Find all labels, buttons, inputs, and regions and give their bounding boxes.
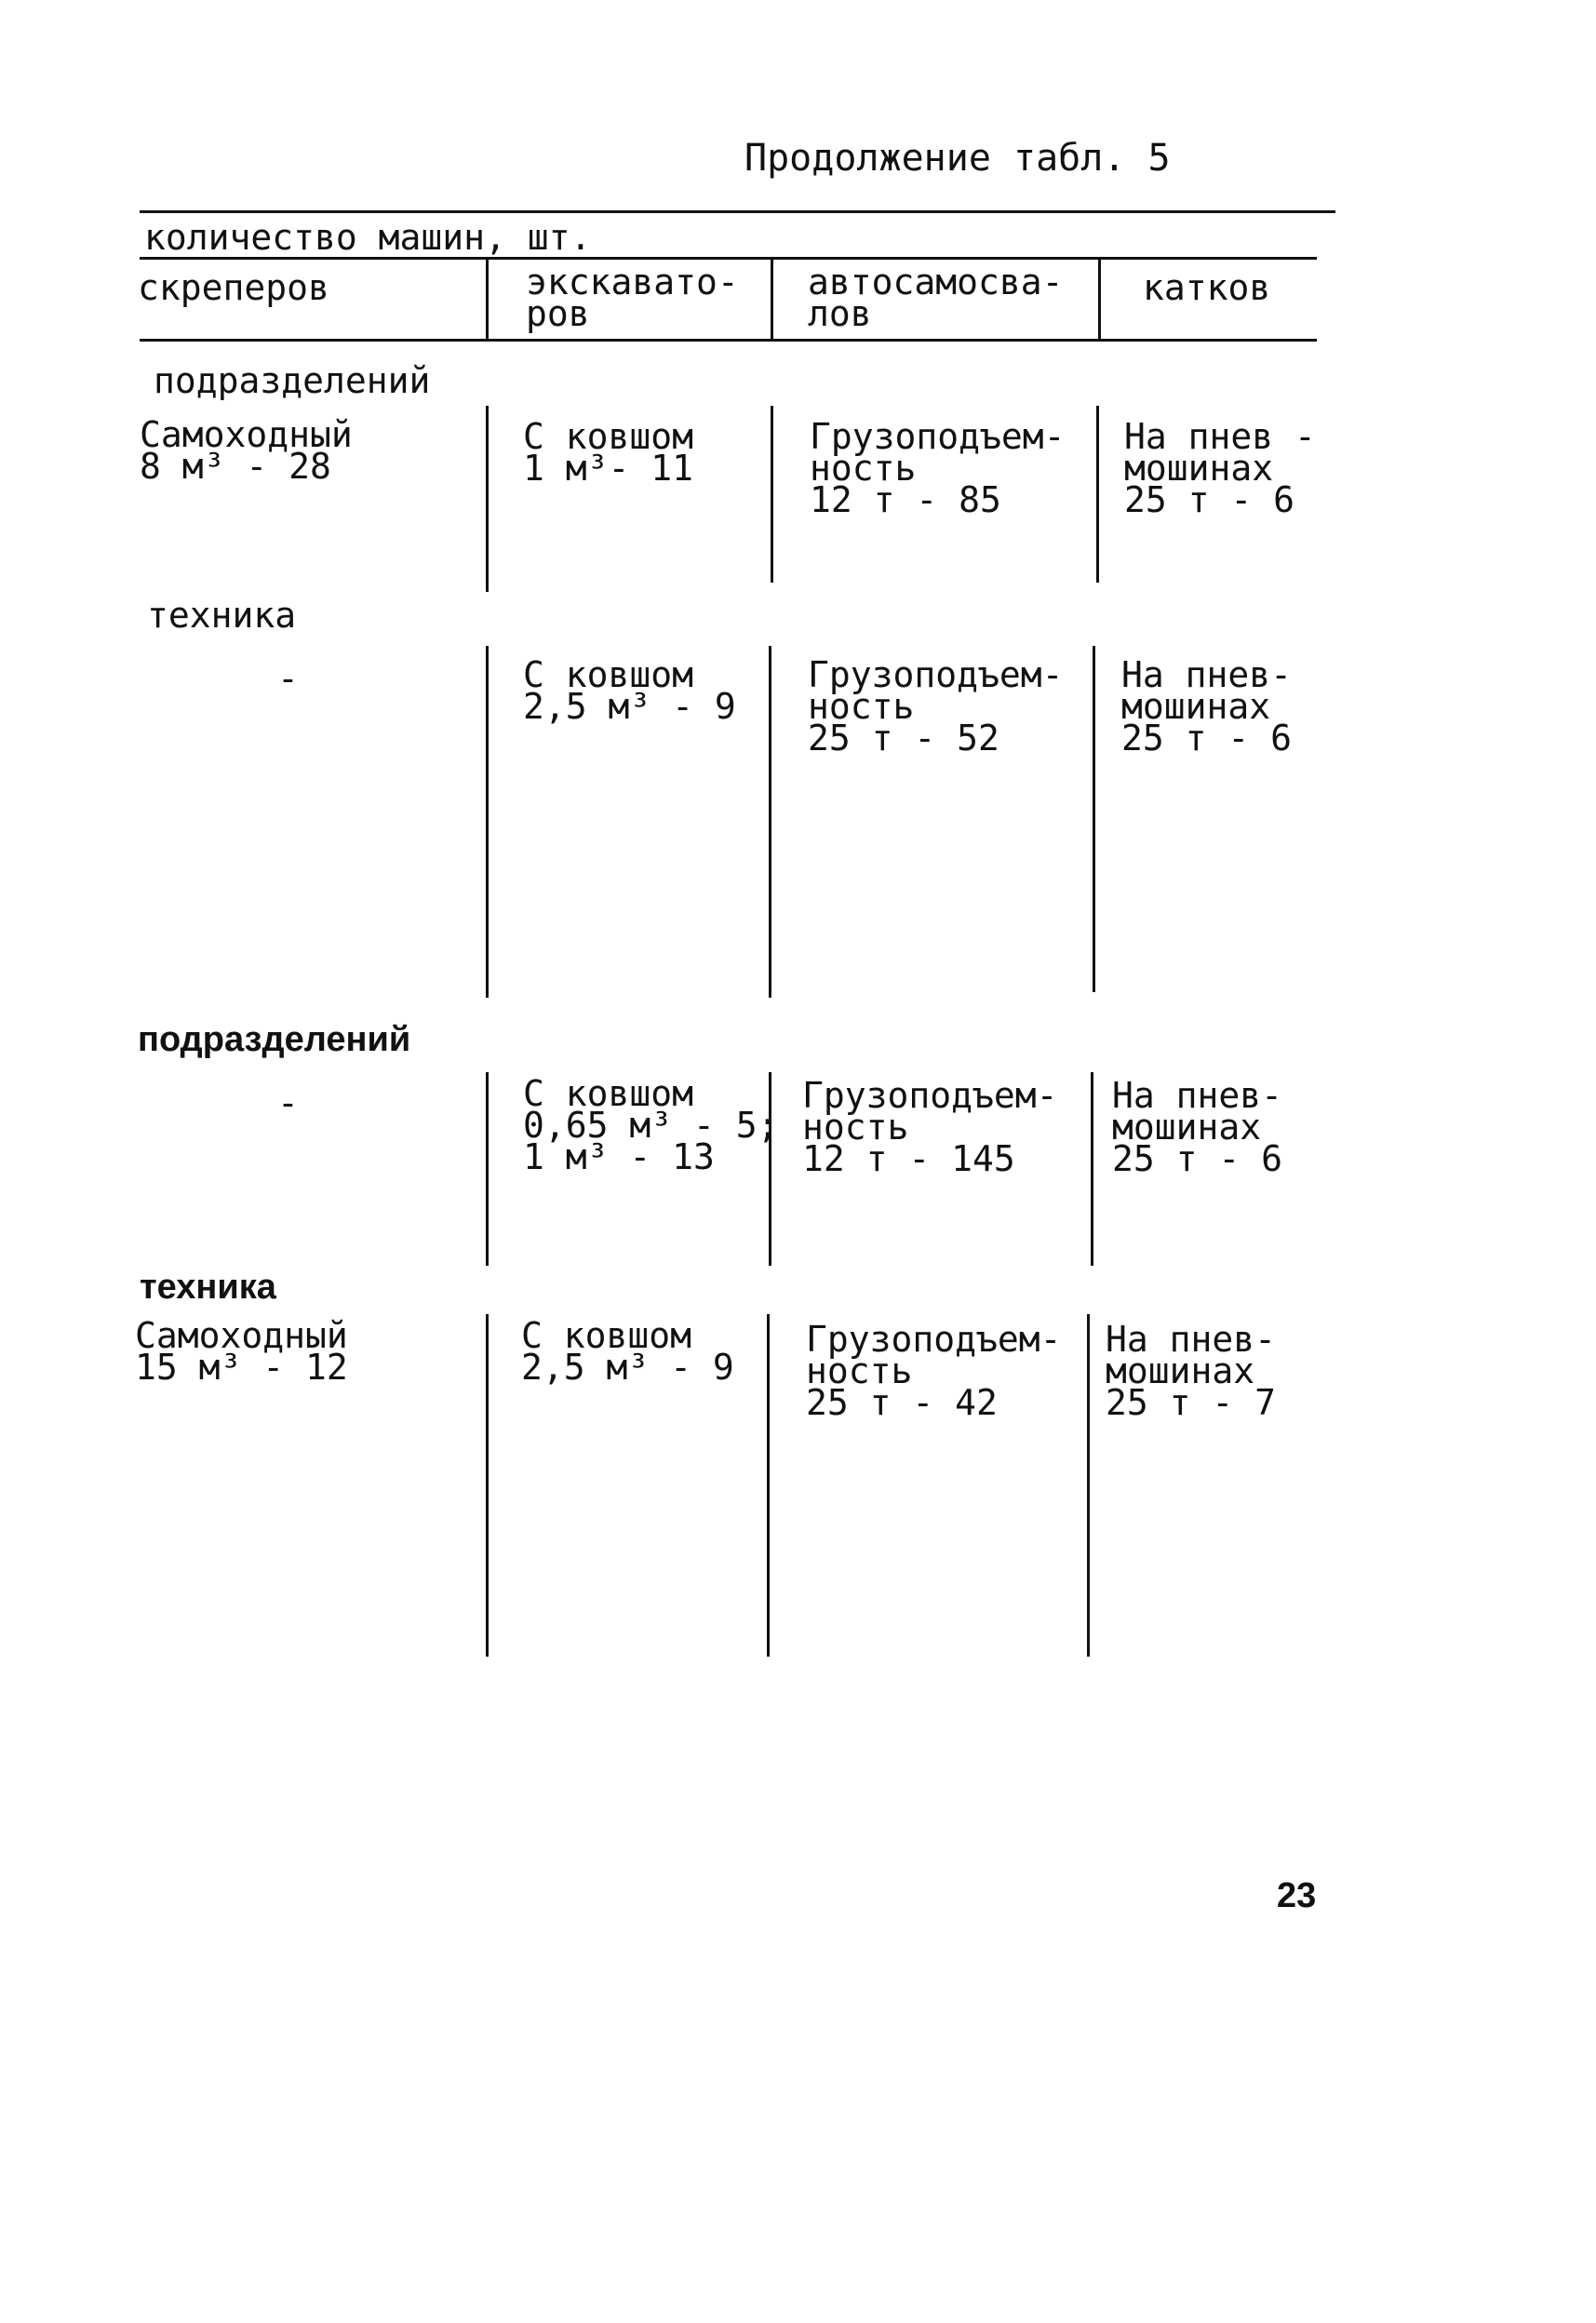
- cell-dump-trucks: Грузоподъем- ность 12 т - 85: [810, 416, 1066, 520]
- column-divider: [486, 646, 489, 998]
- group-header: количество машин, шт.: [144, 217, 592, 258]
- cell-scrapers: Самоходный 15 м³ - 12: [135, 1315, 348, 1388]
- column-divider: [1096, 406, 1099, 583]
- column-divider: [771, 406, 773, 583]
- column-divider: [767, 1314, 770, 1657]
- header-divider: [1098, 259, 1101, 339]
- cell-excavators: С ковшом 2,5 м³ - 9: [521, 1315, 734, 1388]
- cell-excavators: С ковшом 2,5 м³ - 9: [523, 654, 736, 727]
- cell-rollers: На пнев- мошинах 25 т - 6: [1112, 1075, 1283, 1179]
- cell-scrapers: -: [277, 658, 299, 699]
- column-divider: [1093, 646, 1095, 992]
- column-header-excavators: экскавато- ров: [526, 262, 739, 334]
- continuation-label: Продолжение табл. 5: [744, 137, 1171, 180]
- section-label: подразделений: [154, 360, 431, 401]
- cell-scrapers: -: [277, 1082, 299, 1123]
- column-header-dump-trucks: автосамосва- лов: [808, 262, 1064, 334]
- column-divider: [486, 1314, 489, 1657]
- column-divider: [486, 1072, 489, 1266]
- header-divider: [771, 259, 773, 339]
- section-label: подразделений: [138, 1020, 411, 1059]
- cell-excavators: С ковшом 0,65 м³ - 5; 1 м³ - 13: [523, 1073, 779, 1177]
- cell-excavators: С ковшом 1 м³- 11: [523, 416, 694, 489]
- cell-scrapers: Самоходный 8 м³ - 28: [140, 414, 353, 487]
- section-label: техника: [147, 595, 297, 636]
- table-top-rule: [140, 210, 1335, 213]
- group-header-rule: [140, 257, 1317, 260]
- column-divider: [769, 1072, 771, 1266]
- column-header-scrapers: скреперов: [138, 267, 329, 308]
- header-divider: [486, 259, 489, 339]
- cell-rollers: На пнев - мошинах 25 т - 6: [1124, 416, 1316, 520]
- column-divider: [1091, 1072, 1093, 1266]
- cell-dump-trucks: Грузоподъем- ность 25 т - 42: [806, 1319, 1062, 1423]
- section-label: техника: [140, 1268, 276, 1307]
- column-divider: [1087, 1314, 1090, 1657]
- column-divider: [769, 646, 771, 998]
- column-divider: [486, 406, 489, 592]
- cell-rollers: На пнев- мошинах 25 т - 6: [1121, 654, 1293, 759]
- column-header-rollers: катков: [1143, 267, 1271, 308]
- page-number: 23: [1277, 1876, 1317, 1915]
- cell-dump-trucks: Грузоподъем- ность 25 т - 52: [808, 654, 1064, 759]
- cell-dump-trucks: Грузоподъем- ность 12 т - 145: [802, 1075, 1058, 1179]
- cell-rollers: На пнев- мошинах 25 т - 7: [1106, 1319, 1277, 1423]
- header-bottom-rule: [140, 339, 1317, 342]
